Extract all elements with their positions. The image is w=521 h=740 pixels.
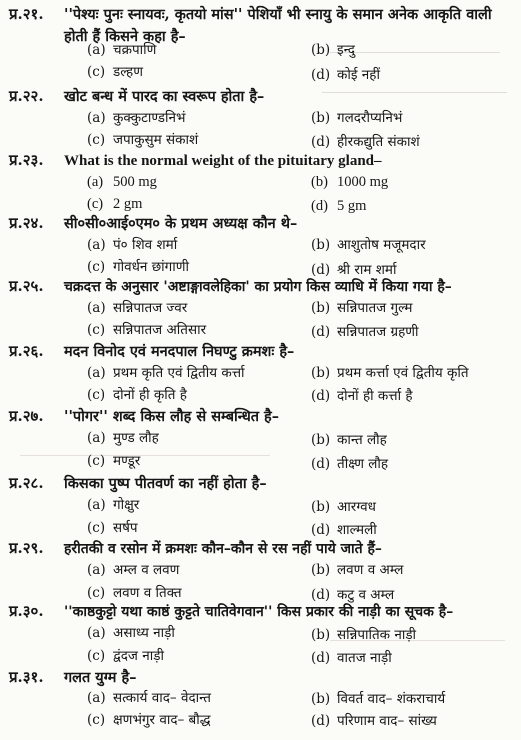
option-a: (a) सन्निपातज ज्वर: [87, 300, 188, 316]
option-c: (c) दोनों ही कृति है: [87, 387, 187, 403]
question-text: हरीतकी व रसोन में क्रमशः कौन–कौन से रस नहीं पाये जाते हैं–: [64, 541, 382, 557]
option-d: (d) सन्निपातज ग्रहणी: [311, 324, 419, 340]
question-text: किसका पुष्प पीतवर्ण का नहीं होता है–: [64, 475, 267, 492]
question-number: प्र.२५.: [9, 277, 44, 295]
option-c: (c) सन्निपातज अतिसार: [87, 322, 207, 338]
question-number: प्र.२१.: [9, 5, 44, 23]
option-b: (b) सन्निपातज गुल्म: [311, 300, 413, 316]
question-number: प्र.२६.: [9, 342, 44, 360]
option-d: (d) 5 gm: [311, 198, 367, 214]
question-text: मदन विनोद एवं मनदपाल निघण्टु क्रमशः है–: [64, 343, 295, 360]
question-number: प्र.२८.: [9, 474, 44, 492]
option-b: (b) इन्दु: [311, 42, 355, 58]
option-d: (d) श्री राम शर्मा: [311, 262, 397, 278]
option-b: (b) 1000 mg: [311, 174, 389, 190]
question-number: प्र.३०.: [9, 602, 44, 620]
option-d: (d) दोनों ही कर्त्ता है: [311, 388, 413, 404]
option-a: (a) चक्रपाणि: [87, 42, 157, 58]
option-b: (b) प्रथम कर्त्ता एवं द्वितीय कृति: [311, 365, 469, 381]
option-a: (a) सत्कार्य वाद– वेदान्त: [87, 690, 211, 706]
option-b: (b) आशुतोष मजूमदार: [311, 237, 426, 253]
question-text: खोट बन्ध में पारद का स्वरूप होता है–: [64, 88, 265, 105]
option-c: (c) द्वंदज नाड़ी: [87, 648, 164, 664]
question-text: गलत युग्म है–: [64, 669, 137, 686]
option-a: (a) गोक्षुर: [87, 497, 140, 513]
question-number: प्र.३१.: [9, 668, 44, 686]
option-c: (c) मण्डूर: [87, 453, 141, 469]
question-number: प्र.२३.: [9, 151, 44, 169]
bleed-through-ghost: [330, 52, 500, 63]
option-b: (b) कान्त लौह: [311, 432, 387, 448]
option-c: (c) 2 gm: [87, 196, 143, 212]
option-d: (d) वातज नाड़ी: [311, 650, 392, 666]
question-number: प्र.२४.: [9, 214, 44, 232]
option-b: (b) लवण व अम्ल: [311, 562, 404, 578]
question-text: ''काष्ठकुट्टो यथा काष्ठं कुट्टते चातिवेगवान'' किस प्रकार की नाड़ी का सूचक है–: [64, 604, 454, 620]
question-text: ''पेश्यः पुनः स्नायवः, कृतयो मांस'' पेशियाँ भी स्नायु के समान अनेक आकृति वाली होती हैं किसने कहा है–: [64, 6, 492, 45]
option-c: (c) जपाकुसुम संकाशं: [87, 132, 199, 148]
option-b: (b) सन्निपातिक नाड़ी: [311, 627, 417, 643]
option-a: (a) 500 mg: [87, 174, 157, 190]
question-text: What is the normal weight of the pituitary gland–: [64, 153, 382, 169]
option-a: (a) अम्ल व लवण: [87, 562, 180, 578]
question-text: चक्रदत्त के अनुसार 'अष्टाङ्गावलेहिका' का प्रयोग किस व्याधि में किया गया है–: [64, 279, 452, 295]
question-text: ''पोगर'' शब्द किस लौह से सम्बन्धित है–: [64, 408, 279, 425]
option-c: (c) गोवर्धन छांगाणी: [87, 259, 190, 275]
option-d: (d) परिणाम वाद– सांख्य: [311, 713, 437, 729]
question-number: प्र.२९.: [9, 539, 44, 557]
option-c: (c) क्षणभंगुर वाद– बौद्ध: [87, 712, 211, 728]
question-text: सी०सी०आई०एम० के प्रथम अध्यक्ष कौन थे–: [64, 215, 298, 232]
option-d: (d) तीक्ष्ण लौह: [311, 456, 389, 472]
question-number: प्र.२२.: [9, 87, 44, 105]
option-a: (a) प्रथम कृति एवं द्वितीय कर्त्ता: [87, 365, 245, 381]
option-b: (b) गलदरौप्यनिभं: [311, 110, 403, 126]
option-c: (c) सर्षप: [87, 520, 138, 536]
option-d: (d) शाल्मली: [311, 522, 377, 538]
option-a: (a) कुक्कुटाण्डनिभं: [87, 110, 186, 126]
option-c: (c) लवण व तिक्त: [87, 585, 182, 601]
option-b: (b) विवर्त वाद– शंकराचार्य: [311, 691, 446, 707]
option-b: (b) आरग्वध: [311, 499, 376, 515]
option-a: (a) मुण्ड लौह: [87, 430, 159, 446]
option-d: (d) कटु व अम्ल: [311, 587, 395, 603]
bleed-through-ghost: [20, 455, 270, 466]
option-c: (c) डल्हण: [87, 64, 143, 80]
question-number: प्र.२७.: [9, 407, 44, 425]
option-a: (a) असाध्य नाड़ी: [87, 625, 175, 641]
option-a: (a) पं० शिव शर्मा: [87, 237, 178, 253]
option-d: (d) कोई नहीं: [311, 67, 380, 83]
option-d: (d) हीरकद्युति संकाशं: [311, 134, 420, 150]
